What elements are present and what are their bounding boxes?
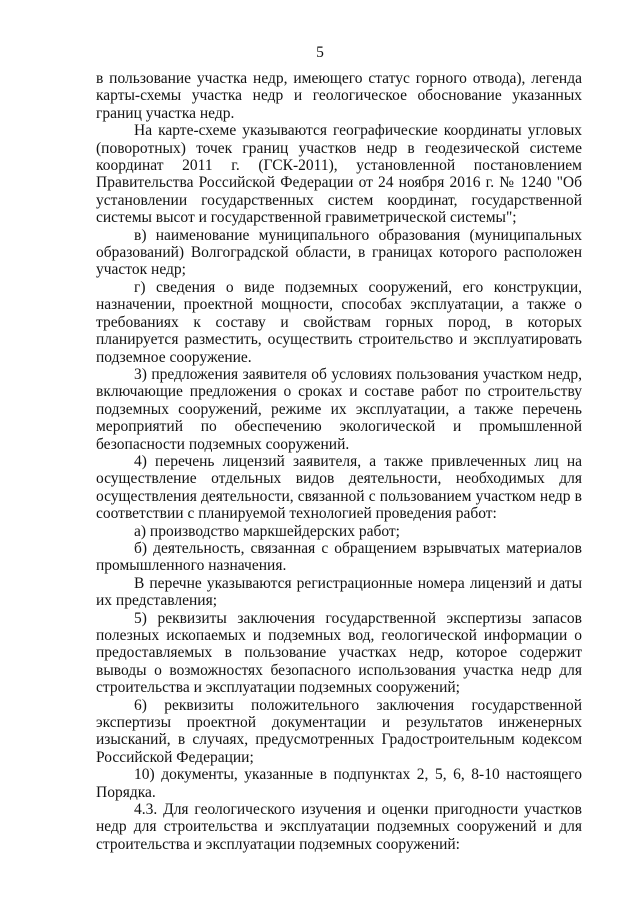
paragraph: в) наименование муниципального образования (муниципальных образований) Волгоградской области, в границах которого расположен участок недр; bbox=[96, 226, 582, 279]
paragraph: г) сведения о виде подземных сооружений, его конструкции, назначении, проектной мощности, способах эксплуатации, а также о требованиях к составу и свойствам горных пород, в которых планируется разместить, осуществить строительство и эксплуатировать подземное сооружение. bbox=[96, 278, 582, 366]
paragraph: 10) документы, указанные в подпунктах 2, 5, 6, 8-10 настоящего Порядка. bbox=[96, 766, 582, 801]
paragraph: 3) предложения заявителя об условиях пользования участком недр, включающие предложения о сроках и составе работ по строительству подземных сооружений, режиме их эксплуатации, а также перечень мероприятий по обеспечению экологической и промышленной безопасности подземных сооружений. bbox=[96, 365, 582, 453]
paragraph: В перечне указываются регистрационные номера лицензий и даты их представления; bbox=[96, 574, 582, 610]
paragraph: 5) реквизиты заключения государственной экспертизы запасов полезных ископаемых и подземных вод, геологической информации о предоставляемых в пользование участках недр, которое содержит выводы о возможностях безопасного использования участка недр для строительства и эксплуатации подземных сооружений; bbox=[96, 609, 582, 697]
paragraph: в пользование участка недр, имеющего статус горного отвода), легенда карты-схемы участка недр и геологическое обоснование указанных границ участка недр. bbox=[96, 70, 582, 122]
document-body bbox=[96, 70, 582, 853]
paragraph: б) деятельность, связанная с обращением взрывчатых материалов промышленного назначения. bbox=[96, 539, 582, 575]
paragraph: 6) реквизиты положительного заключения государственной экспертизы проектной документации и результатов инженерных изысканий, в случаях, предусмотренных Градостроительным кодексом Российской Федерации; bbox=[96, 696, 582, 766]
paragraph: 4.3. Для геологического изучения и оценки пригодности участков недр для строительства и эксплуатации подземных сооружений и для строительства и эксплуатации подземных сооружений: bbox=[96, 801, 582, 853]
paragraph: 4) перечень лицензий заявителя, а также привлеченных лиц на осуществление отдельных видов деятельности, необходимых для осуществления деятельности, связанной с пользованием участком недр в соответствии с планируемой технологией проведения работ: bbox=[96, 452, 582, 523]
page-number: 5 bbox=[316, 44, 324, 61]
paragraph: а) производство маркшейдерских работ; bbox=[134, 522, 400, 540]
paragraph: На карте-схеме указываются географические координаты угловых (поворотных) точек границ участков недр в геодезической системе координат 2011 г. (ГСК-2011), установленной постановлением Правительства Российской Федерации от 24 ноября 2016 г. № 1240 "Об установлении государственных систем координат, государственной системы высот и государственной гравиметрической системы"; bbox=[96, 122, 582, 227]
